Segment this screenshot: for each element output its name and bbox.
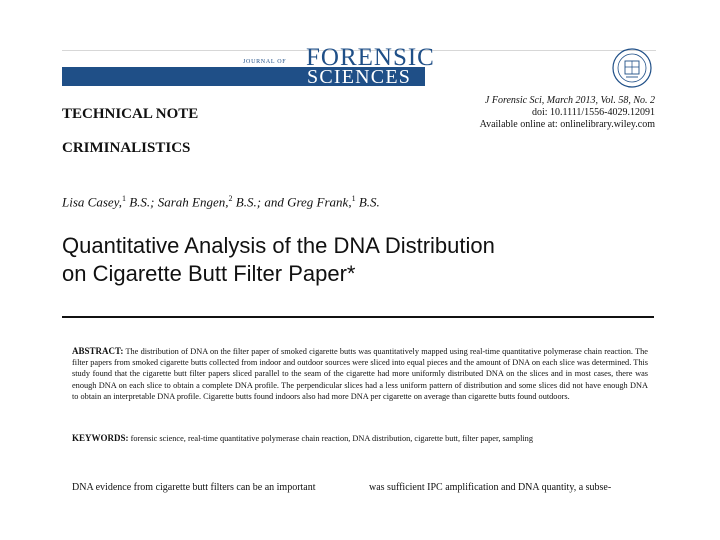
author-affiliation: 1: [351, 194, 356, 203]
author-list: [62, 194, 380, 210]
body-column-right: was sufficient IPC amplification and DNA quantity, a subse-: [369, 482, 612, 493]
author-name: Sarah Engen,: [154, 194, 229, 210]
author-name: and Greg Frank,: [261, 194, 352, 210]
note-type-label: TECHNICAL NOTE: [62, 106, 199, 122]
author-degree: B.S.;: [232, 194, 262, 210]
keywords: [72, 433, 648, 444]
available-online-line[interactable]: Available online at: onlinelibrary.wiley.com: [479, 119, 655, 130]
abstract: [72, 346, 648, 402]
abstract-label: ABSTRACT:: [72, 346, 124, 356]
abstract-text: The distribution of DNA on the filter paper of smoked cigarette butts was quantitatively mapped using real-time quantitative polymerase chain reaction. The filter papers from smoked cigarette butts collected from indoor and outdoor sources were sliced into equal pieces and the amount of DNA on each slice was determined. This study found that the cigarette butt filter papers sliced parallel to the seam of the cigarette had more uniformly distributed DNA on the slices and in most cases, there was enough DNA on each slice to obtain a complete DNA profile. The perpendicular slices had a less uniform pattern of distribution and some slices did not have enough DNA to obtain an interpretable DNA profile. Cigarette butts found indoors also had more DNA per cigarette on average than cigarette butts found outdoors.: [72, 347, 648, 401]
author-affiliation: 1: [121, 194, 126, 203]
citation-line: J Forensic Sci, March 2013, Vol. 58, No. 2: [484, 95, 655, 106]
paper-title: [62, 232, 652, 288]
title-divider: [62, 316, 654, 318]
title-line-1: Quantitative Analysis of the DNA Distribution: [62, 233, 495, 258]
author-name: Lisa Casey,: [62, 194, 122, 210]
author-affiliation: 2: [228, 194, 233, 203]
society-seal-icon: [611, 47, 653, 89]
doi-line[interactable]: doi: 10.1111/1556-4029.12091: [531, 107, 655, 118]
keywords-text: forensic science, real-time quantitative polymerase chain reaction, DNA distribution, cigarette butt, filter paper, sampling: [130, 434, 533, 443]
category-label: CRIMINALISTICS: [62, 140, 191, 156]
body-column-left: DNA evidence from cigarette butt filters can be an important: [72, 482, 316, 493]
author-degree: B.S.;: [125, 194, 155, 210]
journal-prefix: JOURNAL OF: [243, 59, 287, 65]
journal-name-sciences: SCIENCES: [307, 66, 412, 88]
title-line-2: on Cigarette Butt Filter Paper*: [62, 261, 356, 286]
keywords-label: KEYWORDS:: [72, 433, 129, 443]
author-degree: B.S.: [355, 194, 380, 210]
citation-block: [480, 95, 655, 131]
journal-name-forensic: FORENSIC: [306, 44, 435, 71]
